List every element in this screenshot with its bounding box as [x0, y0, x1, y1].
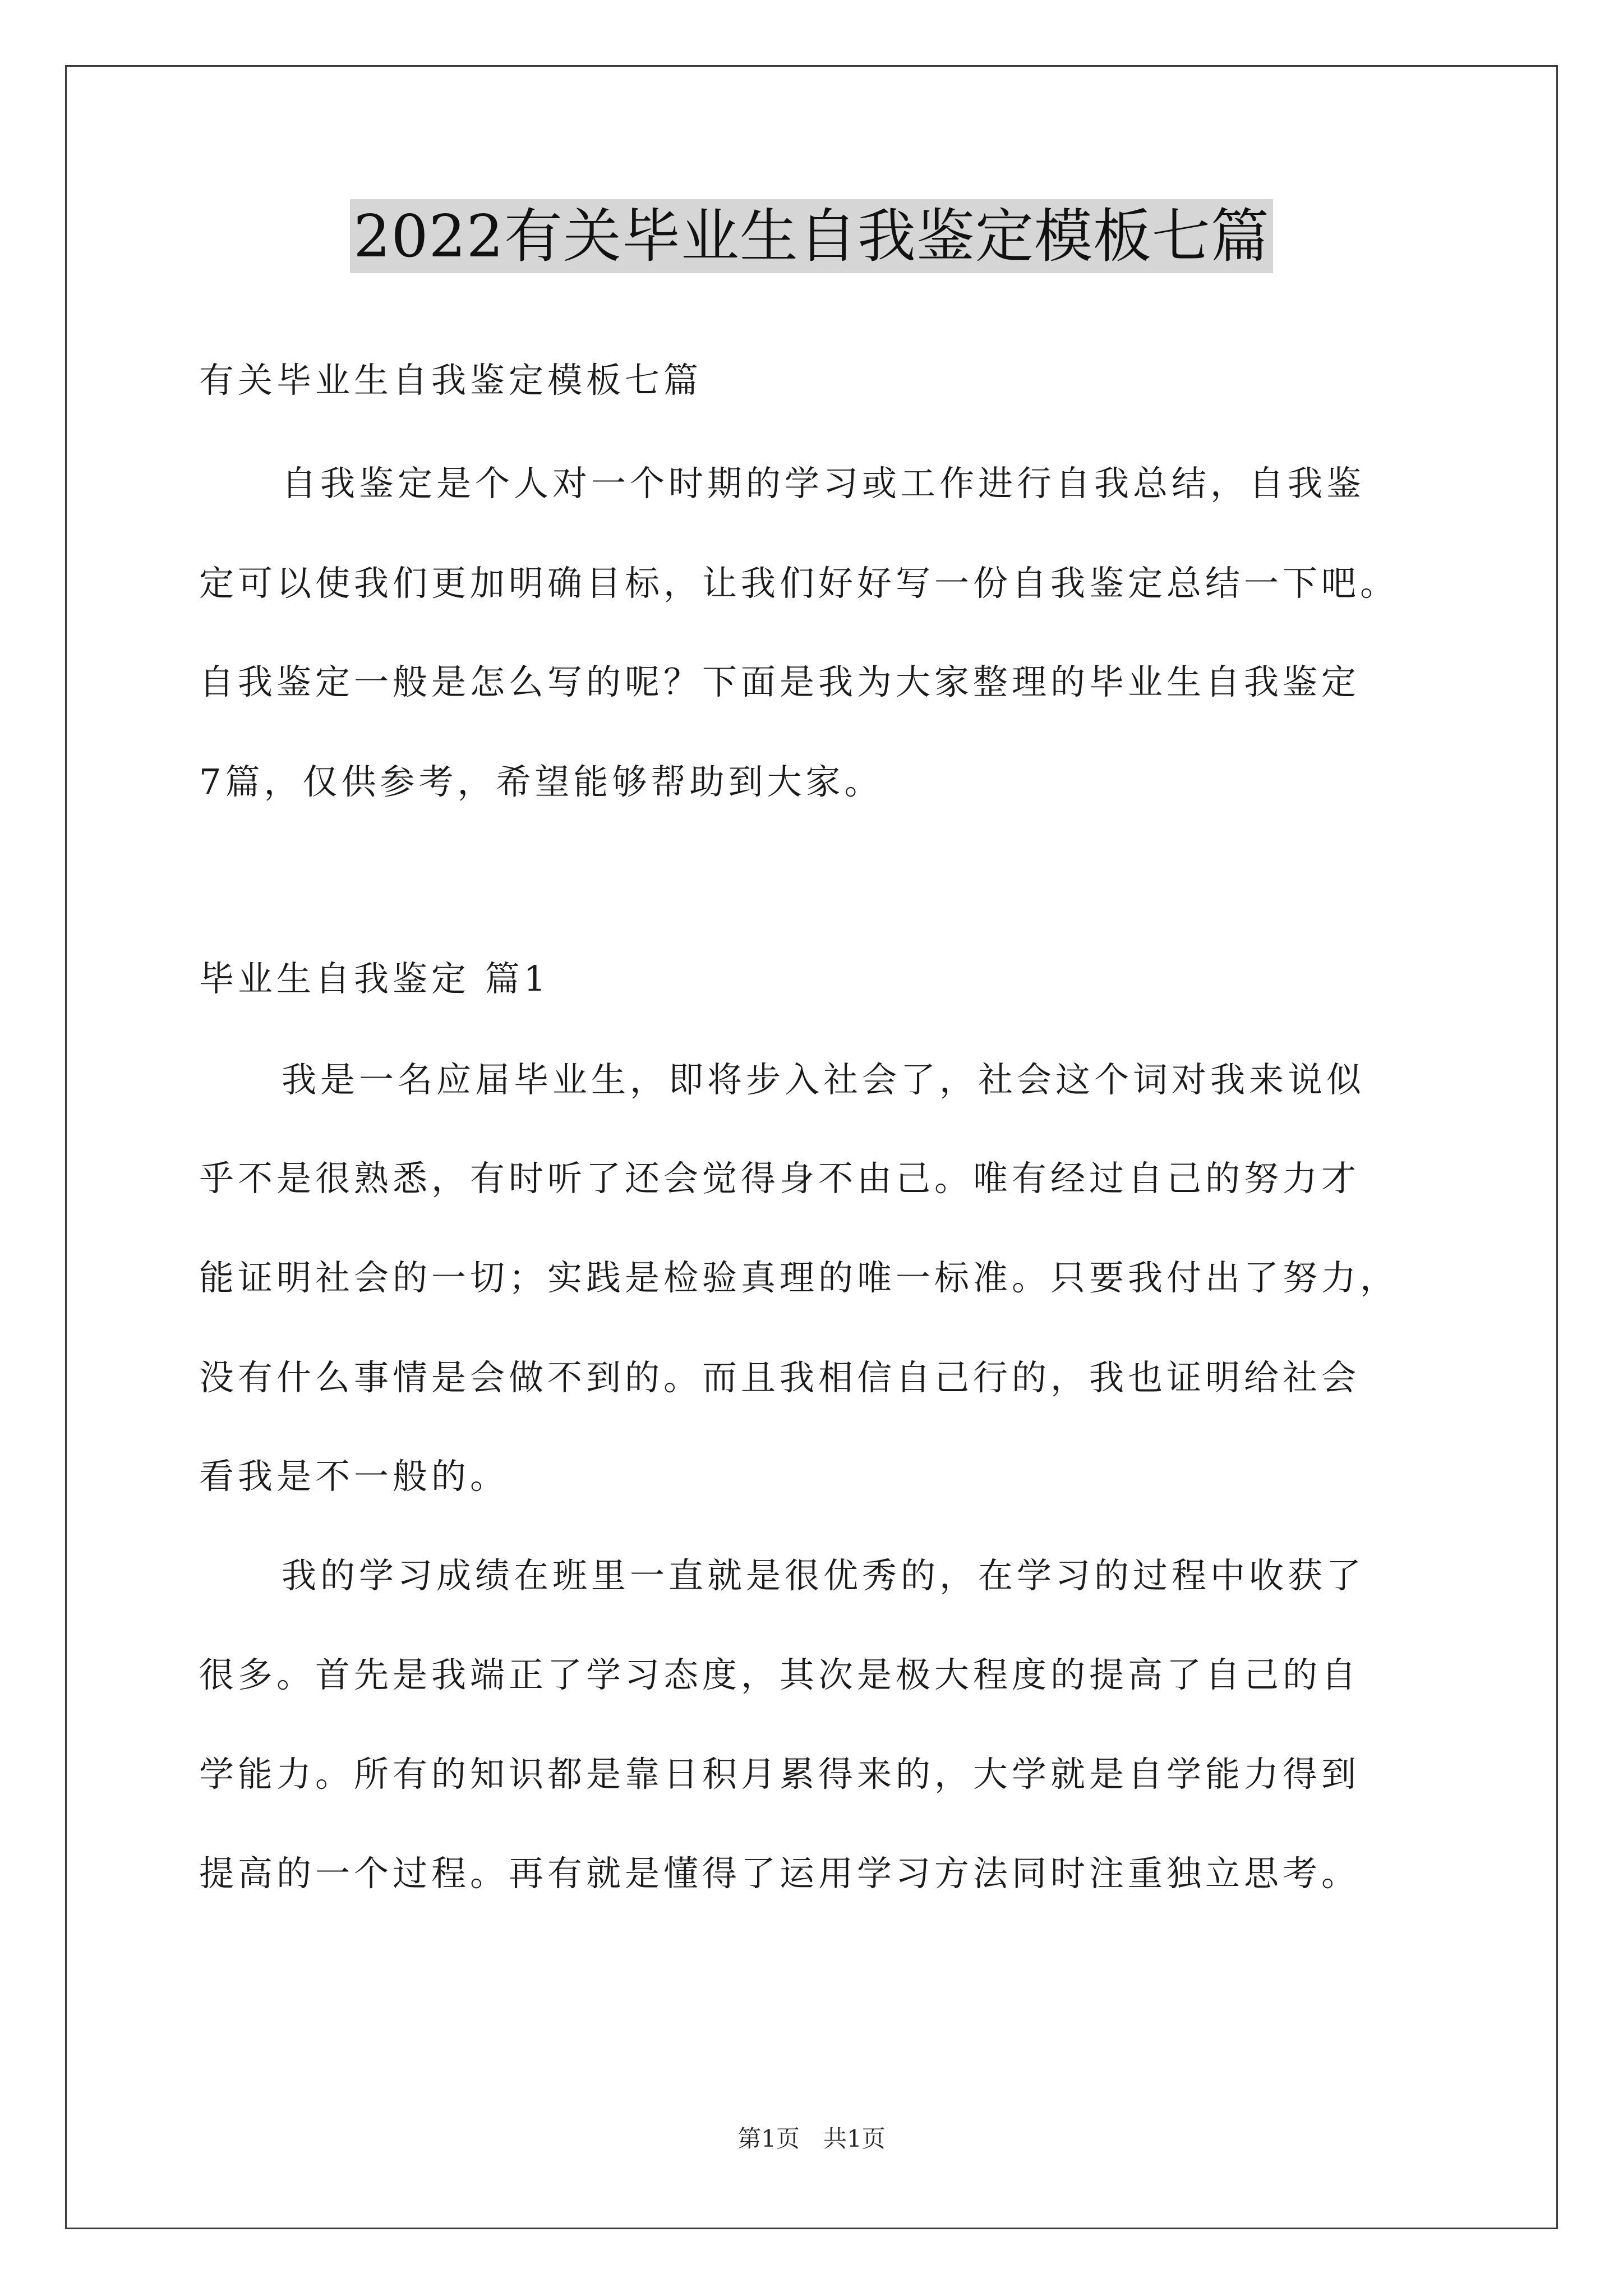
para1-line-1: 我是一名应届毕业生，即将步入社会了，社会这个词对我来说似: [282, 1059, 1366, 1100]
para1-line-5: 看我是不一般的。: [199, 1456, 509, 1497]
intro-line-2: 定可以使我们更加明确目标，让我们好好写一份自我鉴定总结一下吧。: [199, 563, 1399, 604]
para2-line-1: 我的学习成绩在班里一直就是很优秀的，在学习的过程中收获了: [282, 1555, 1366, 1596]
para2-line-3: 学能力。所有的知识都是靠日积月累得来的，大学就是自学能力得到: [199, 1754, 1361, 1795]
document-title: 2022有关毕业生自我鉴定模板七篇: [350, 199, 1273, 273]
para2-line-2: 很多。首先是我端正了学习态度，其次是极大程度的提高了自己的自: [199, 1654, 1361, 1695]
intro-line-3: 自我鉴定一般是怎么写的呢？下面是我为大家整理的毕业生自我鉴定: [199, 661, 1361, 702]
intro-line-1: 自我鉴定是个人对一个时期的学习或工作进行自我总结，自我鉴: [282, 463, 1366, 504]
document-subtitle: 有关毕业生自我鉴定模板七篇: [199, 360, 703, 401]
para1-line-2: 乎不是很熟悉，有时听了还会觉得身不由己。唯有经过自己的努力才: [199, 1158, 1361, 1199]
title-container: [0, 199, 1623, 273]
para1-line-3: 能证明社会的一切；实践是检验真理的唯一标准。只要我付出了努力，: [199, 1257, 1399, 1298]
intro-line-4: 7篇，仅供参考，希望能够帮助到大家。: [199, 761, 883, 802]
para2-line-4: 提高的一个过程。再有就是懂得了运用学习方法同时注重独立思考。: [199, 1853, 1361, 1894]
page-footer: 第1页 共1页: [737, 2125, 886, 2152]
section-heading: 毕业生自我鉴定 篇1: [199, 958, 550, 999]
para1-line-4: 没有什么事情是会做不到的。而且我相信自己行的，我也证明给社会: [199, 1357, 1361, 1398]
